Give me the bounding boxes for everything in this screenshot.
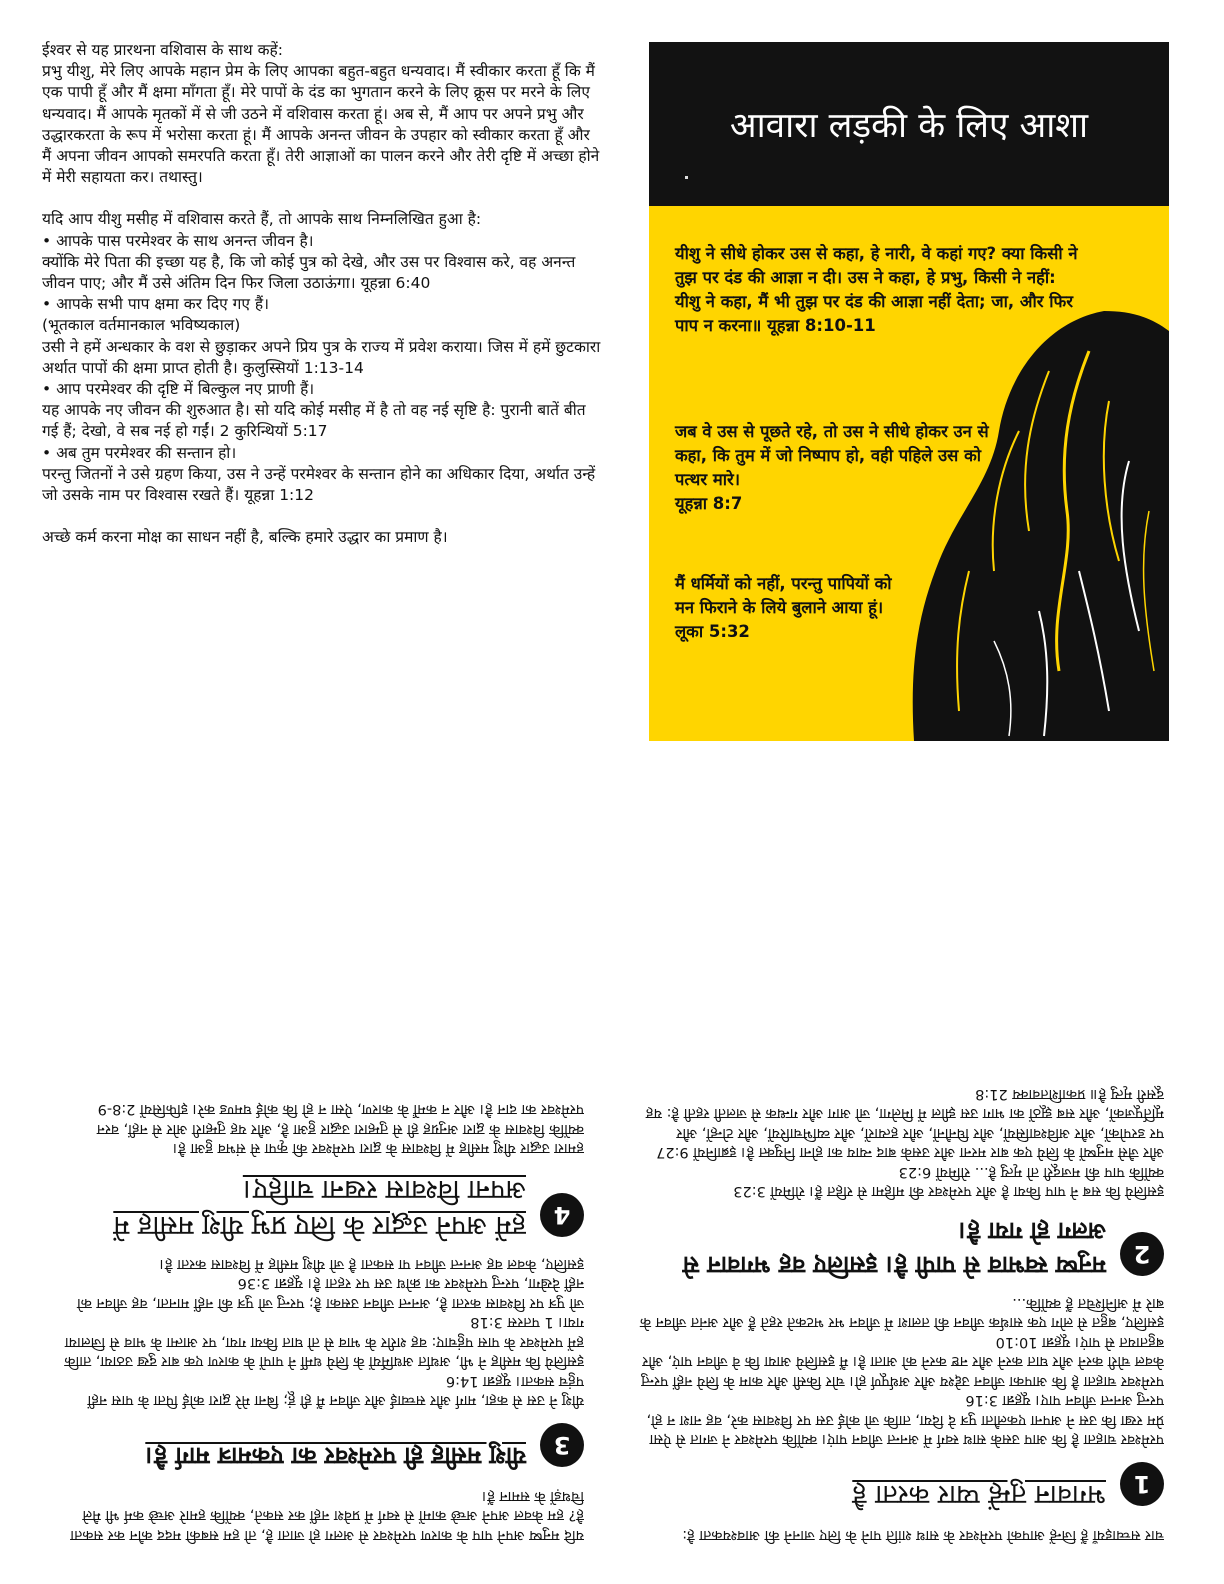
- cover-title: आवारा लड़की के लिए आशा: [729, 106, 1089, 146]
- point-1-text-2: परमेश्वर चाहता है कि आपका जीवन उद्देश्य और अर्थपूर्ण हो। चोर किसी और काम के लिये नहीं परन्तु केवल चोरी करने और घात करने और नष्ट करने को आता है। मैं इसलिये आया कि वे जीवन पाएं, और बहुतायत से पाएं। यूहन्ना 10:10: [641, 1334, 1164, 1389]
- left-lead: यदि मनुष्य अपने पाप के कारण परमेश्वर से अलग हो जाता है, तो हम सबकी मदद कौन कर सकता है? हम केवल अपने अच्छे कामों से स्वर्ग में प्रवेश नहीं कर सकते, क्योंकि हमारे अच्छे कर्म भी मैले चिथड़ों के समान हैं।: [70, 1488, 584, 1543]
- point-2-heading: मनुष्य स्वभाव से पापी है। इसलिए वह भगवान से अलग हो गया है।: [682, 1217, 1106, 1280]
- point-4-heading: हमें अपने उद्धार के लिए प्रभु यीशु मसीह में अपना विश्वास रखना चाहिए।: [113, 1174, 526, 1242]
- closing-text: अच्छे कर्म करना मोक्ष का साधन नहीं है, बल्कि हमारे उद्धार का प्रमाण है।: [42, 528, 448, 547]
- verse-john-8-7-ref: यूहन्ना 8:7: [675, 494, 743, 513]
- promise-4-text: परन्तु जितनों ने उसे ग्रहण किया, उस ने उन्हें परमेश्वर के सन्तान होने का अधिकार दिया, अर्थात उन्हें जो उसके नाम पर विश्वास रखते हैं। यूहन्ना 1:12: [42, 464, 596, 505]
- promise-2-text: उसी ने हमें अन्धकार के वश से छुड़ाकर अपने प्रिय पुत्र के राज्य में प्रवेश कराया। जिस में हमें छुटकारा अर्थात पापों की क्षमा प्राप्त होती है। कुलुस्सियों 1:13-14: [42, 337, 601, 377]
- promise-1-text: क्योंकि मेरे पिता की इच्छा यह है, कि जो कोई पुत्र को देखे, और उस पर विश्वास करे, वह अनन्त जीवन पाए; और मैं उसे अंतिम दिन फिर जिला उठाऊंगा। यूहन्ना 6:40: [42, 252, 576, 293]
- point-2: [639, 1215, 1164, 1283]
- point-3-heading: यीशु मसीह ही परमेश्वर का एकमात्र मार्ग है।: [145, 1442, 526, 1471]
- verse-luke-5-32-text: मैं धर्मियों को नहीं, परन्तु पापियों को मन फिराने के लिये बुलाने आया हूं।: [675, 574, 892, 617]
- promise-2: • आपके सभी पाप क्षमा कर दिए गए हैं।: [42, 295, 269, 314]
- promise-1: • आपके पास परमेश्वर के साथ अनन्त जीवन है।: [42, 231, 314, 250]
- point-1-number: 1: [1120, 1463, 1164, 1507]
- verse-john-8-7: [675, 420, 995, 516]
- point-3-number: 3: [540, 1424, 584, 1468]
- point-4-number: 4: [540, 1194, 584, 1238]
- point-1-text-3: इसलिए, बहुत से लोग एक सार्थक जीवन की तलाश में जीवन भर भटकते रहते हैं और अनंत जीवन के बारे में अनिश्चित हैं क्योंकि...: [639, 1295, 1164, 1331]
- promise-3: • आप परमेश्वर की दृष्टि में बिल्कुल नए प्राणी हैं।: [42, 380, 315, 399]
- point-4-text: हमारा उद्धार यीशु मसीह में विश्वास के द्वारा परमेश्वर की कृपा से संभव हुआ है।: [172, 1140, 584, 1157]
- truths-lead: चार सच्चाइयाँ हैं जिन्हें आपको परमेश्वर के साथ शांति पाने के लिए जानने की आवश्यकता है:: [682, 1527, 1164, 1543]
- promise-4: • अब तुम परमेश्वर की सन्तान हो।: [42, 443, 237, 462]
- point-3: [59, 1424, 584, 1474]
- point-2-text: इसलिये कि सब ने पाप किया है और परमेश्वर की महिमा से रहित हैं। रोमियों 3:23: [733, 1183, 1164, 1200]
- truths-column-1-2: [639, 1084, 1164, 1545]
- point-3-text: यीशु ने उस से कहा, मार्ग और सच्चाई और जीवन मैं ही हूं; बिना मेरे द्वारा कोई पिता के पास नहीं पहुंच सकता। यूहन्ना 14:6: [87, 1373, 584, 1409]
- point-1-heading: भगवान तुम्हें प्यार करता है: [852, 1479, 1106, 1511]
- promise-3-text: यह आपके नए जीवन की शुरुआत है। सो यदि कोई मसीह में है तो वह नई सृष्टि है: पुरानी बातें बीत गई हैं; देखो, वे सब नई हो गईं। 2 कुरिन्थियों 5:17: [42, 401, 586, 441]
- verse-john-8-10: यीशु ने सीधे होकर उस से कहा, हे नारी, वे कहां गए? क्या किसी ने तुझ पर दंड की आज्ञा न दी। उस ने कहा, हे प्रभु, किसी ने नहीं: यीशु ने कहा, मैं भी तुझ पर दंड की आज्ञा नहीं देता; जा, और फिर पाप न करना॥ यूहन्ना 8:10-11: [675, 244, 1078, 335]
- prayer-body: प्रभु यीशु, मेरे लिए आपके महान प्रेम के लिए आपका बहुत-बहुत धन्यवाद। मैं स्वीकार करता हूँ कि मैं एक पापी हूँ और मैं क्षमा माँगता हूँ। मेरे पापों के दंड का भुगतान करने के लिए क्रूस पर मरने के लिए धन्यवाद। मैं आपके मृतकों में से जी उठने में वशिवास करता हूं। अब से, मैं आप पर अपने प्रभु और उद्धारकरता के रूप में भरोसा करता हूं। मैं आपके अनन्त जीवन के उपहार को स्वीकार करता हूँ और मैं अपना जीवन आपको समरपति करता हूँ। तेरी आज्ञाओं का पालन करने और तेरी दृष्टि में अच्छा होने में मेरी सहायता कर। तथास्तु।: [42, 62, 600, 187]
- decor-dot: [685, 176, 688, 179]
- point-4-text-2: क्योंकि विश्वास के द्वारा अनुग्रह ही से तुम्हारा उद्धार हुआ है, और यह तुम्हारी ओर से नहीं, वरन परमेश्वर का दान है। और न कर्मों के कारण, ऐसा न हो कि कोई घमण्ड करे। इफिसियों 2:8-9: [96, 1101, 584, 1137]
- point-3-text-3: जो पुत्र पर विश्वास करता है, अनन्त जीवन उसका है; परन्तु जो पुत्र की नहीं मानता, वह जीवन को नहीं देखेगा, परन्तु परमेश्वर का क्रोध उस पर रहता है। यूहन्ना 3:36: [76, 1275, 584, 1311]
- verse-luke-5-32: [675, 572, 915, 644]
- promises-intro: यदि आप यीशु मसीह में वशिवास करते हैं, तो आपके साथ निम्नलिखित हुआ है:: [42, 210, 482, 229]
- point-1-text: परमेश्वर चाहता है कि आप उसके साथ स्वर्ग में अनन्त जीवन पाएं। क्योंकि परमेश्वर ने जगत से ऐसा प्रेम रखा कि उस ने अपना एकलौता पुत्र दे दिया, ताकि जो कोई उस पर विश्वास करे, वह नाश न हो, परन्तु अनन्त जीवन पाए। यूहन्ना 3:16: [646, 1392, 1164, 1448]
- prayer-intro: ईश्वर से यह प्रारथना वशिवास के साथ कहें:: [42, 41, 283, 59]
- point-3-text-4: इसलिए, केवल वह अनन्त जीवन पा सकता है जो यीशु मसीह में विश्वास करता है।: [159, 1256, 584, 1272]
- point-2-text-2: क्योंकि पाप की मजदूरी तो मृत्यु है... रोमियों 6:23: [898, 1164, 1164, 1180]
- promise-2-note: (भूतकाल वर्तमानकाल भविष्यकाल): [42, 316, 241, 335]
- point-2-text-4: पर डरपोकों, और अविश्वासियों, और घिनौनों, और हत्यारों, और व्यभिचारियों, और टोन्हों, और मूर्तिपूजकों, और सब झूठों का भाग उस झील में मिलेगा, जो आग और गन्धक से जलती रहती है: यह दूसरी मृत्यु है॥ प्रकाशितवाक्य 21:8: [645, 1086, 1164, 1141]
- verse-john-8-7-text: जब वे उस से पूछते रहे, तो उस ने सीधे होकर उन से कहा, कि तुम में जो निष्पाप हो, वही पहिले उस को पत्थर मारे।: [675, 422, 989, 489]
- verse-luke-5-32-ref: लूका 5:32: [675, 622, 750, 641]
- truths-column-3-4: [59, 1099, 584, 1544]
- point-3-text-2: इसलिये कि मसीह ने भी, अर्थात अधर्मियों के लिये धर्मी ने पापों के कारण एक बार दुख उठाया, ताकि हमें परमेश्वर के पास पहुंचाए: वह शरीर के भाव से तो घात किया गया, पर आत्मा के भाव से जिलाया गया। 1 पतरस 3:18: [64, 1314, 584, 1370]
- point-1: [639, 1463, 1164, 1513]
- weeping-woman-illustration: [899, 311, 1169, 741]
- prayer-section: [42, 40, 602, 548]
- cover-panel: [649, 42, 1169, 741]
- point-2-number: 2: [1120, 1233, 1164, 1277]
- point-2-text-3: और जैसे मनुष्यों के लिये एक बार मरना और उसके बाद न्याय का होना नियुक्त है। इब्रानियों 9:27: [656, 1144, 1164, 1161]
- inverted-panel: [0, 792, 1224, 1584]
- point-4: [59, 1172, 584, 1244]
